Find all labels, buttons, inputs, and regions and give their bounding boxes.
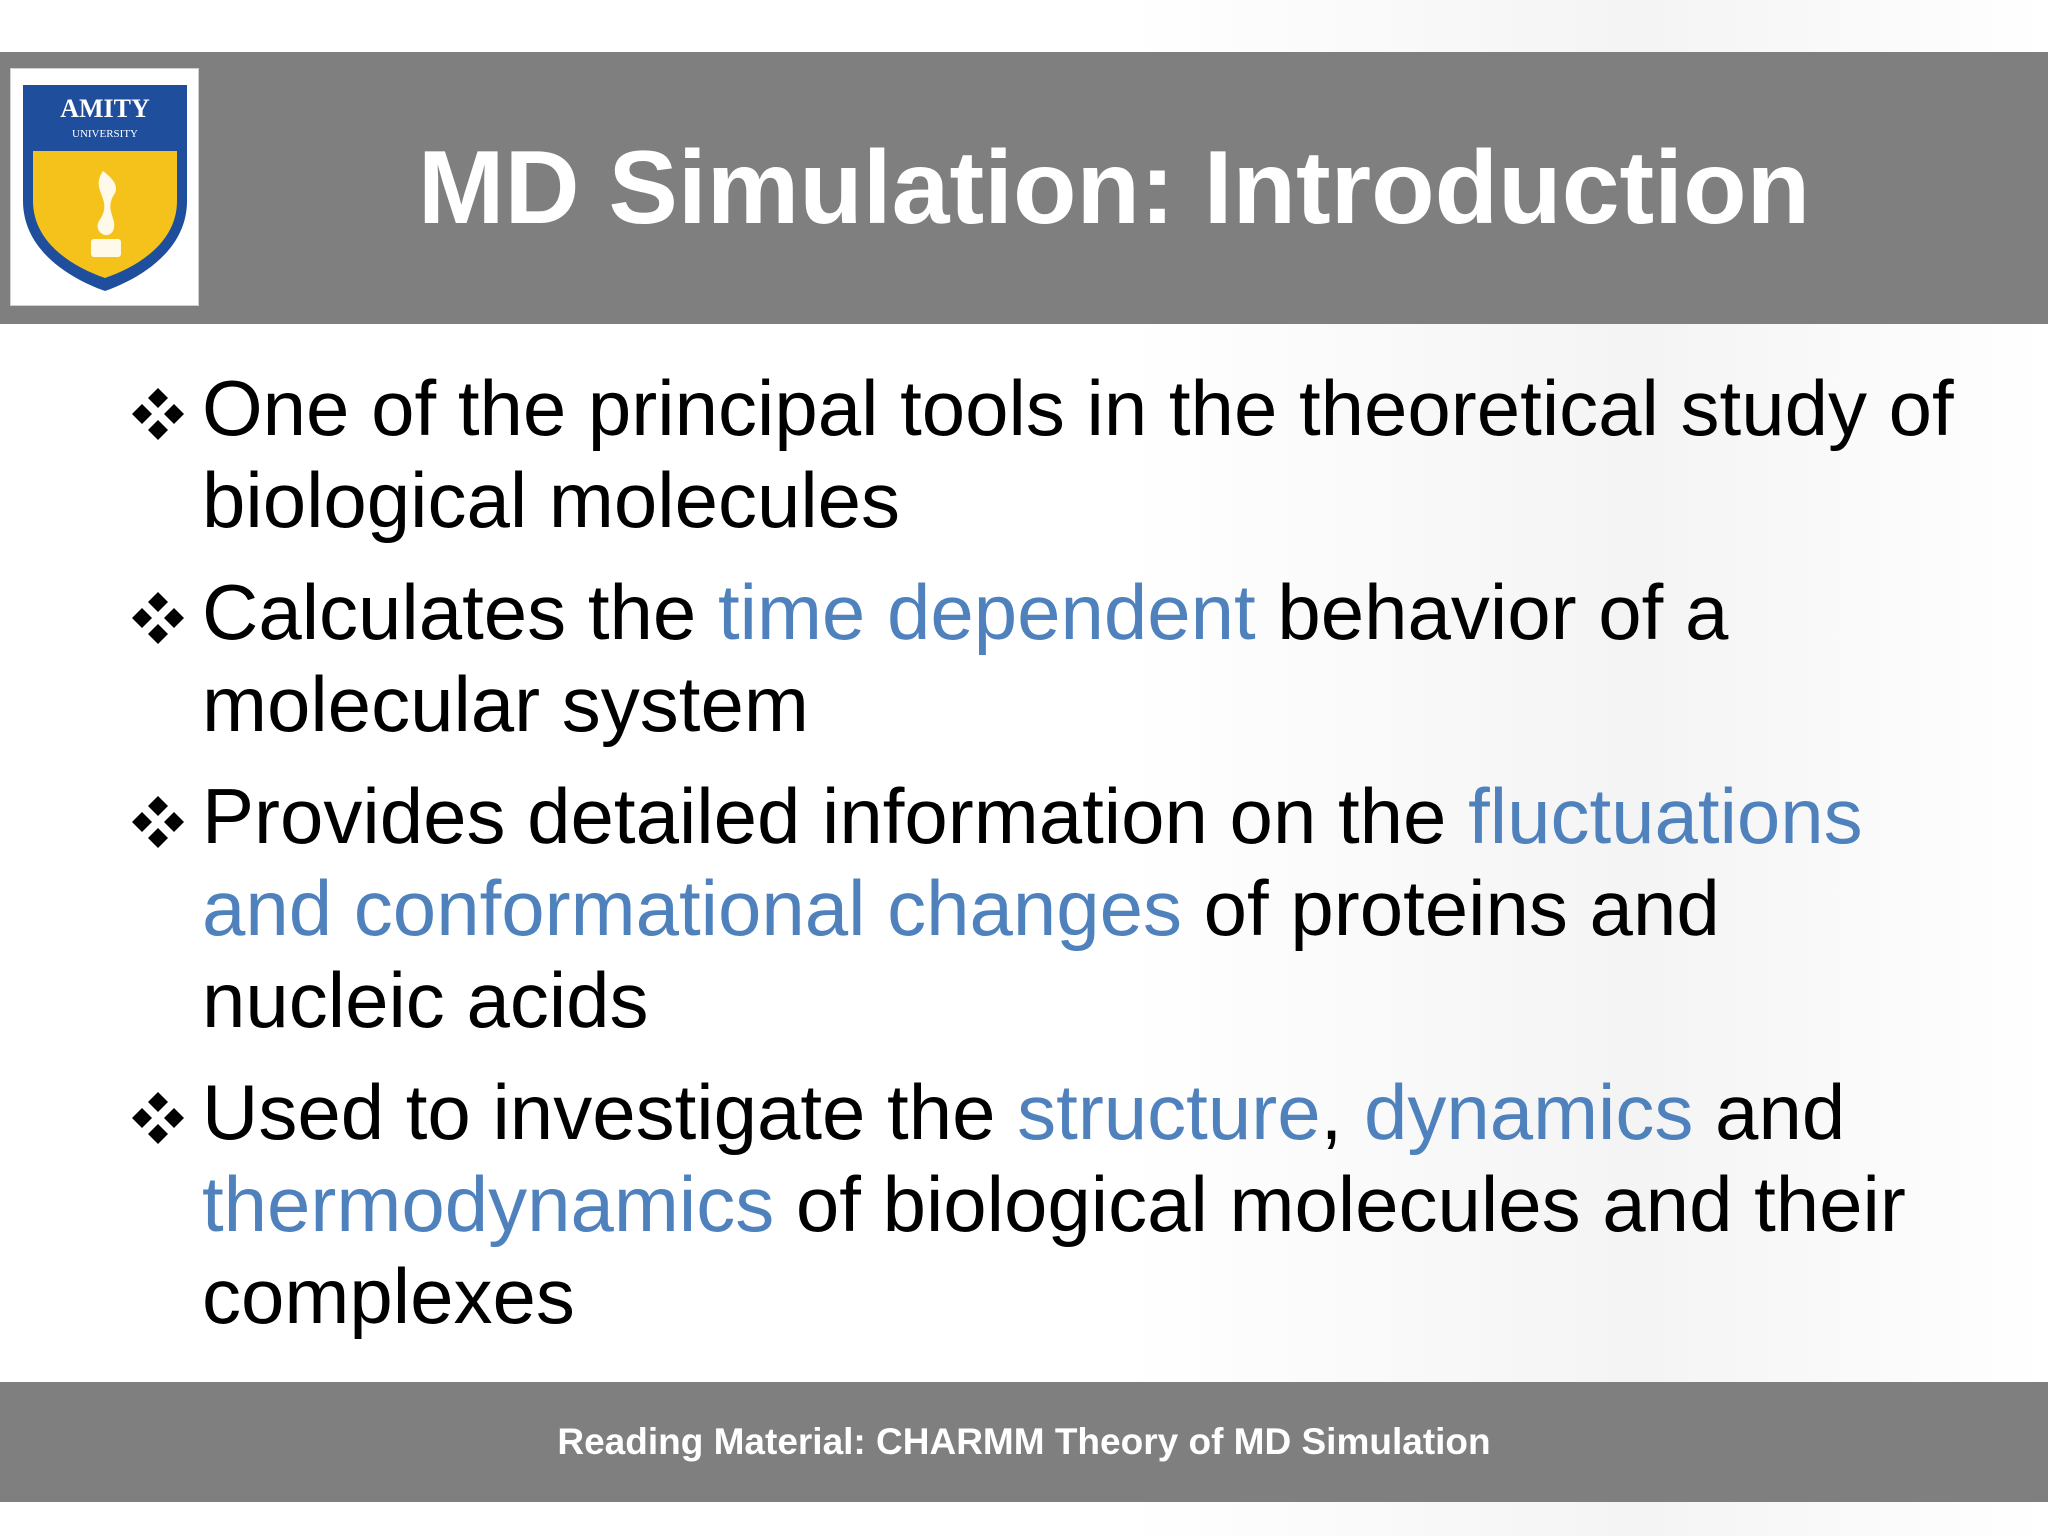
bullet-text-segment: Used to investigate the xyxy=(202,1068,1018,1156)
bullet-text-segment: of biological molecules and their complexes xyxy=(202,1160,1906,1340)
bullet-text xyxy=(202,1068,1906,1340)
bullet-text-segment: of proteins and nucleic acids xyxy=(202,864,1720,1044)
bullet-text xyxy=(202,772,1863,1044)
logo-text-university: UNIVERSITY xyxy=(72,128,138,140)
bullet-item xyxy=(130,362,1970,546)
diamond-bullet-icon xyxy=(130,794,186,850)
logo-text-amity: AMITY xyxy=(60,94,150,123)
bullet-text-segment: One of the principal tools in the theoretical study of biological molecules xyxy=(202,364,1954,544)
highlighted-term: time dependent xyxy=(717,568,1256,656)
bullet-text-segment: Provides detailed information on the xyxy=(202,772,1469,860)
footer-text: Reading Material: CHARMM Theory of MD Simulation xyxy=(0,1382,2048,1502)
diamond-bullet-icon xyxy=(130,386,186,442)
diamond-bullet-icon xyxy=(130,1090,186,1146)
highlighted-term: dynamics xyxy=(1363,1068,1694,1156)
bullet-text-segment: , xyxy=(1320,1068,1364,1156)
bullet-item xyxy=(130,1066,1970,1342)
bullet-item xyxy=(130,770,1970,1046)
highlighted-term: structure xyxy=(1017,1068,1321,1156)
bullet-text-segment: Calculates the xyxy=(202,568,718,656)
bullet-text-segment: and xyxy=(1693,1068,1846,1156)
bullet-list xyxy=(130,362,1970,1362)
slide-title: MD Simulation: Introduction xyxy=(417,129,1811,246)
bullet-text-segment: behavior of a molecular system xyxy=(202,568,1729,748)
bullet-text xyxy=(202,364,1954,544)
highlighted-term: fluctuations and conformational changes xyxy=(202,772,1863,952)
bullet-text xyxy=(202,568,1728,748)
diamond-bullet-icon xyxy=(130,590,186,646)
bullet-item xyxy=(130,566,1970,750)
highlighted-term: thermodynamics xyxy=(202,1160,775,1248)
